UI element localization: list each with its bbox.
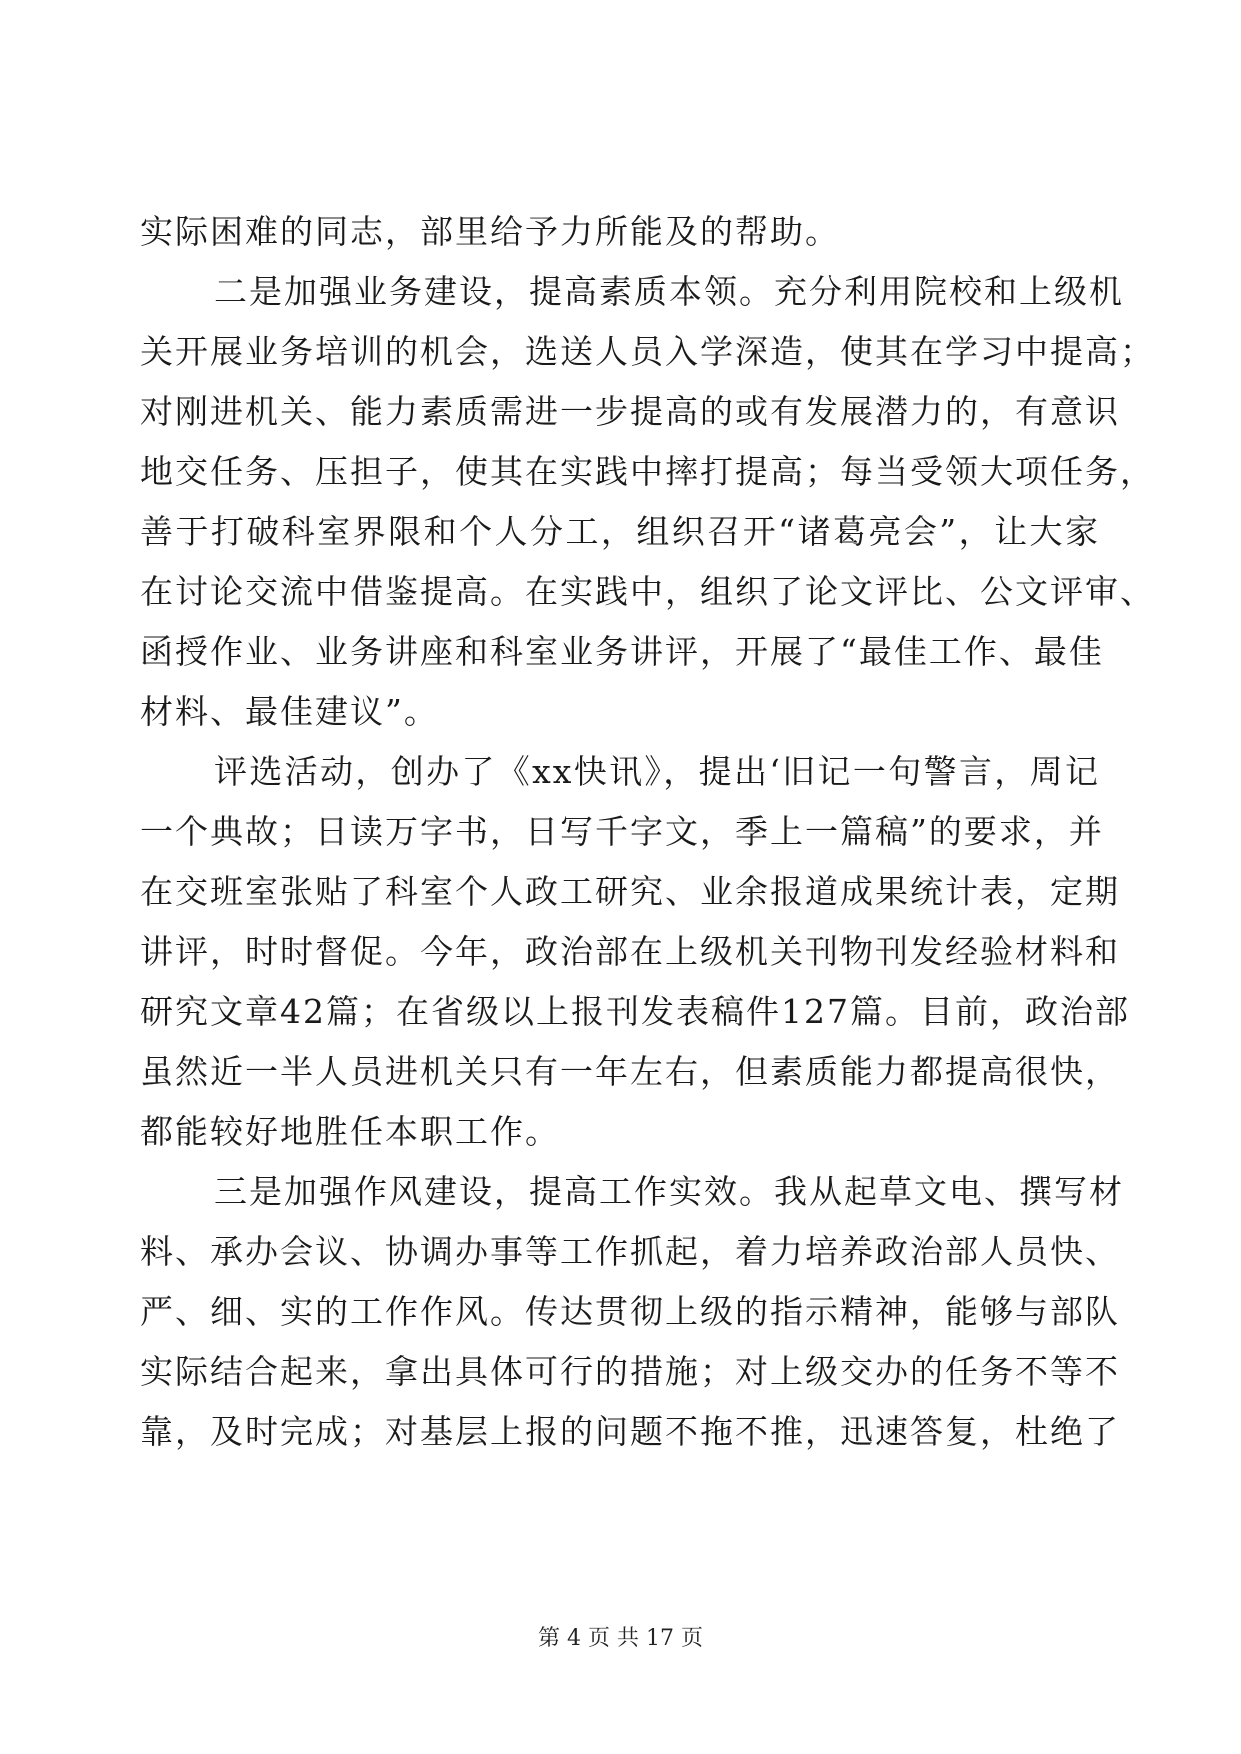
text-line-12: 在交班室张贴了科室个人政工研究、业余报道成果统计表，定期 [140,872,1120,911]
text-line-4: 对刚进机关、能力素质需进一步提高的或有发展潜力的，有意识 [140,392,1120,431]
text-line-15: 虽然近一半人员进机关只有一年左右，但素质能力都提高很快， [140,1052,1120,1091]
text-line-7: 在讨论交流中借鉴提高。在实践中，组织了论文评比、公文评审、 [140,572,1155,611]
text-line-13: 讲评，时时督促。今年，政治部在上级机关刊物刊发经验材料和 [140,932,1120,971]
text-line-19: 严、细、实的工作作风。传达贯彻上级的指示精神，能够与部队 [140,1292,1120,1331]
text-line-2: 二是加强业务建设，提高素质本领。充分利用院校和上级机 [214,272,1124,311]
text-line-16: 都能较好地胜任本职工作。 [140,1112,560,1151]
text-line-6: 善于打破科室界限和个人分工，组织召开“诸葛亮会”，让大家 [140,512,1100,551]
text-line-10: 评选活动，创办了《xx快讯》，提出‘旧记一句警言，周记 [214,752,1100,791]
text-line-14: 研究文章42篇；在省级以上报刊发表稿件127篇。目前，政治部 [140,992,1130,1031]
text-line-20: 实际结合起来，拿出具体可行的措施；对上级交办的任务不等不 [140,1352,1120,1391]
page-number-footer: 第 4 页 共 17 页 [538,1626,703,1651]
text-line-9: 材料、最佳建议”。 [140,692,439,731]
text-line-3: 关开展业务培训的机会，选送人员入学深造，使其在学习中提高； [140,332,1155,371]
text-line-1: 实际困难的同志，部里给予力所能及的帮助。 [140,212,840,251]
text-line-11: 一个典故；日读万字书，日写千字文，季上一篇稿”的要求，并 [140,812,1104,851]
text-line-8: 函授作业、业务讲座和科室业务讲评，开展了“最佳工作、最佳 [140,632,1104,671]
text-line-21: 靠，及时完成；对基层上报的问题不拖不推，迅速答复，杜绝了 [140,1412,1120,1451]
text-line-18: 料、承办会议、协调办事等工作抓起，着力培养政治部人员快、 [140,1232,1120,1271]
text-line-5: 地交任务、压担子，使其在实践中摔打提高；每当受领大项任务， [140,452,1155,491]
text-line-17: 三是加强作风建设，提高工作实效。我从起草文电、撰写材 [214,1172,1124,1211]
